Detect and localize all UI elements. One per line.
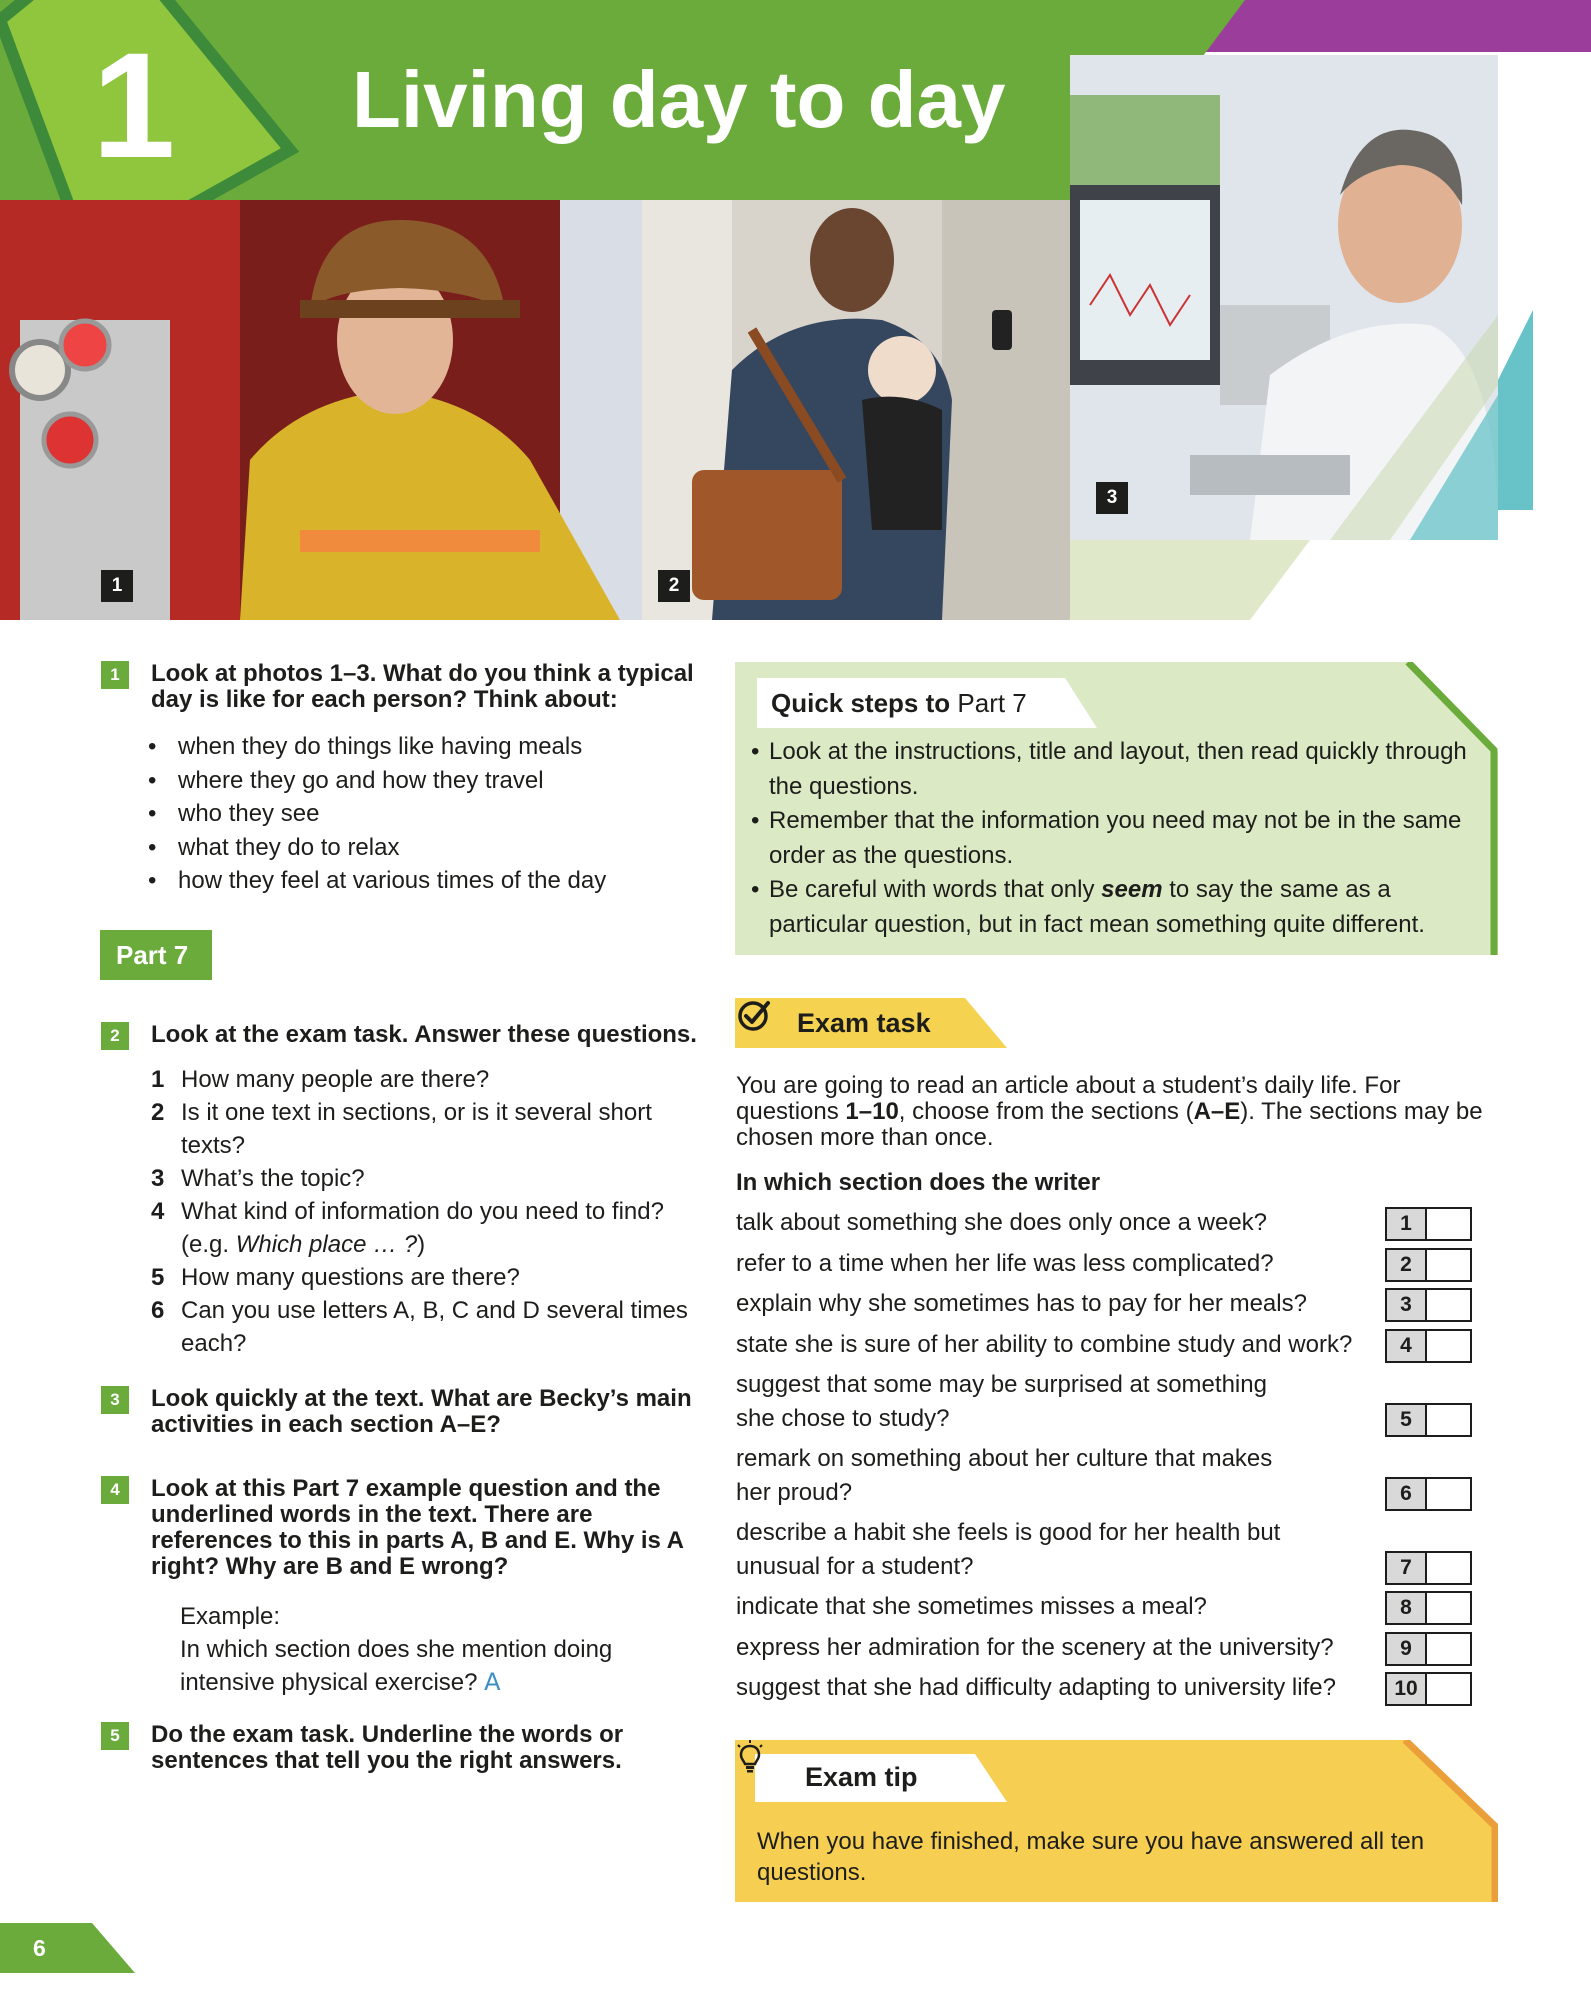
example-label: Example: — [180, 1603, 281, 1630]
exam-tip-box — [735, 1740, 1498, 1902]
exam-task-instructions — [736, 1073, 1496, 1151]
bullet-item: • who they see — [148, 797, 606, 831]
item-number: 2 — [151, 1099, 165, 1126]
intro-text-2: , choose from the sections ( — [898, 1098, 1194, 1125]
bullet-item: • where they go and how they travel — [148, 764, 606, 798]
list-item — [151, 1195, 711, 1261]
quick-step-item: • Look at the instructions, title and layout, then read quickly through the questions. — [751, 735, 1481, 804]
unit-number: 1 — [92, 21, 176, 189]
photo-scientist — [1070, 55, 1498, 540]
intro-letters: A–E — [1193, 1098, 1241, 1125]
bullet-item: • how they feel at various times of the day — [148, 864, 606, 898]
bullet-item: • what they do to relax — [148, 831, 606, 865]
task-question: express her admiration for the scenery at the university? — [736, 1634, 1334, 1661]
photo-firefighter — [0, 200, 642, 620]
item-number: 6 — [151, 1297, 165, 1324]
example-question — [180, 1633, 700, 1699]
answer-number: 6 — [1387, 1479, 1427, 1509]
part-label: Part 7 — [100, 930, 212, 980]
item-text: What’s the topic? — [181, 1165, 365, 1192]
answer-box[interactable] — [1385, 1248, 1472, 1282]
answer-number: 4 — [1387, 1331, 1427, 1361]
photo-corner-accent — [1070, 540, 1310, 620]
question-3-number: 3 — [101, 1386, 129, 1414]
exam-tip-text: When you have finished, make sure you have answered all ten questions. — [757, 1828, 1425, 1886]
answer-box[interactable] — [1385, 1591, 1472, 1625]
teal-accent — [1498, 310, 1533, 510]
item-text: Can you use letters A, B, C and D several times each? — [181, 1297, 688, 1357]
example-answer: A — [484, 1668, 501, 1696]
item-text: What kind of information do you need to find? (e.g. — [181, 1198, 664, 1258]
intro-text: You are going to read an article about a student’s daily life. For questions — [736, 1072, 1401, 1125]
page-number-background — [0, 1923, 135, 1973]
exam-task-heading: In which section does the writer — [736, 1169, 1101, 1196]
quick-step-text: Be careful with words that only — [769, 876, 1102, 903]
answer-number: 1 — [1387, 1209, 1427, 1239]
answer-number: 5 — [1387, 1405, 1427, 1435]
quick-steps-box — [735, 662, 1498, 955]
question-2-list — [151, 1063, 711, 1360]
quick-steps-title-bold: Quick steps to — [771, 688, 951, 718]
item-text: How many questions are there? — [181, 1264, 520, 1291]
answer-box[interactable] — [1385, 1329, 1472, 1363]
photo-number-1: 1 — [101, 570, 133, 602]
quick-step-text-after: to say the same as a particular question, but in fact mean something quite different. — [769, 876, 1425, 938]
question-1-bullets — [148, 730, 606, 898]
example-text: In which section does she mention doing intensive physical exercise? — [180, 1636, 613, 1696]
answer-number: 10 — [1387, 1674, 1427, 1704]
unit-title: Living day to day — [352, 55, 1006, 144]
intro-text-3: ). The sections may be chosen more than once. — [736, 1098, 1483, 1151]
quick-steps-title-part: Part 7 — [957, 688, 1027, 718]
item-text: Is it one text in sections, or is it several short texts? — [181, 1099, 652, 1159]
item-number: 3 — [151, 1165, 165, 1192]
list-item — [151, 1096, 711, 1162]
question-1-number: 1 — [101, 661, 129, 689]
photo-number-2: 2 — [658, 570, 690, 602]
list-item — [151, 1261, 711, 1294]
task-question: refer to a time when her life was less complicated? — [736, 1250, 1274, 1277]
question-4-number: 4 — [101, 1476, 129, 1504]
answer-box[interactable] — [1385, 1403, 1472, 1437]
answer-box[interactable] — [1385, 1632, 1472, 1666]
question-2-text: Look at the exam task. Answer these questions. — [151, 1021, 697, 1048]
task-question: talk about something she does only once a week? — [736, 1209, 1268, 1236]
answer-number: 8 — [1387, 1593, 1427, 1623]
task-question: suggest that she had difficulty adapting to university life? — [736, 1674, 1336, 1701]
task-question: remark on something about her culture that makes her proud? — [736, 1445, 1273, 1506]
task-question: describe a habit she feels is good for her health but unusual for a student? — [736, 1519, 1281, 1580]
item-number: 1 — [151, 1066, 165, 1093]
task-question: suggest that some may be surprised at something she chose to study? — [736, 1371, 1267, 1432]
question-1-text: Look at photos 1–3. What do you think a typical day is like for each person? Think about: — [151, 660, 694, 713]
list-item — [151, 1294, 711, 1360]
page-number-tab — [0, 1923, 135, 1973]
answer-box[interactable] — [1385, 1477, 1472, 1511]
answer-number: 2 — [1387, 1250, 1427, 1280]
list-item — [151, 1162, 711, 1195]
bullet-item: • when they do things like having meals — [148, 730, 606, 764]
photo-number-3: 3 — [1096, 482, 1128, 514]
answer-box[interactable] — [1385, 1207, 1472, 1241]
intro-range: 1–10 — [845, 1098, 899, 1125]
question-5-number: 5 — [101, 1722, 129, 1750]
task-question: explain why she sometimes has to pay for her meals? — [736, 1290, 1307, 1317]
answer-box[interactable] — [1385, 1288, 1472, 1322]
question-2-number: 2 — [101, 1022, 129, 1050]
item-text: How many people are there? — [181, 1066, 490, 1093]
exam-tip-title: Exam tip — [805, 1762, 918, 1792]
quick-step-emphasis: seem — [1101, 876, 1163, 903]
lightbulb-icon — [735, 1740, 765, 1774]
quick-step-item — [751, 873, 1481, 942]
quick-step-item: • Remember that the information you need may not be in the same order as the questions. — [751, 804, 1481, 873]
exam-task-title: Exam task — [797, 1008, 931, 1038]
answer-number: 3 — [1387, 1290, 1427, 1320]
example-block — [180, 1600, 700, 1699]
answer-number: 9 — [1387, 1634, 1427, 1664]
item-number: 4 — [151, 1198, 165, 1225]
item-italic: Which place … ? — [235, 1231, 418, 1258]
page-number: 6 — [33, 1935, 46, 1961]
task-question: state she is sure of her ability to combine study and work? — [736, 1331, 1353, 1358]
task-question: indicate that she sometimes misses a meal? — [736, 1593, 1207, 1620]
exam-task-label — [735, 998, 1007, 1048]
check-circle-icon — [735, 998, 771, 1034]
answer-box[interactable] — [1385, 1672, 1472, 1706]
item-number: 5 — [151, 1264, 165, 1291]
answer-box[interactable] — [1385, 1551, 1472, 1585]
question-4-text: Look at this Part 7 example question and the underlined words in the text. There are references to this in parts A, B and E. Why is A right? Why are B and E wrong? — [151, 1475, 684, 1580]
question-3-text: Look quickly at the text. What are Becky’s main activities in each section A–E? — [151, 1385, 692, 1438]
list-item — [151, 1063, 711, 1096]
photo-father-with-baby — [642, 200, 1070, 620]
item-text-after: ) — [417, 1231, 426, 1258]
quick-steps-list — [751, 735, 1481, 942]
question-5-text: Do the exam task. Underline the words or sentences that tell you the right answers. — [151, 1721, 624, 1774]
answer-number: 7 — [1387, 1553, 1427, 1583]
quick-steps-title — [771, 688, 1027, 718]
